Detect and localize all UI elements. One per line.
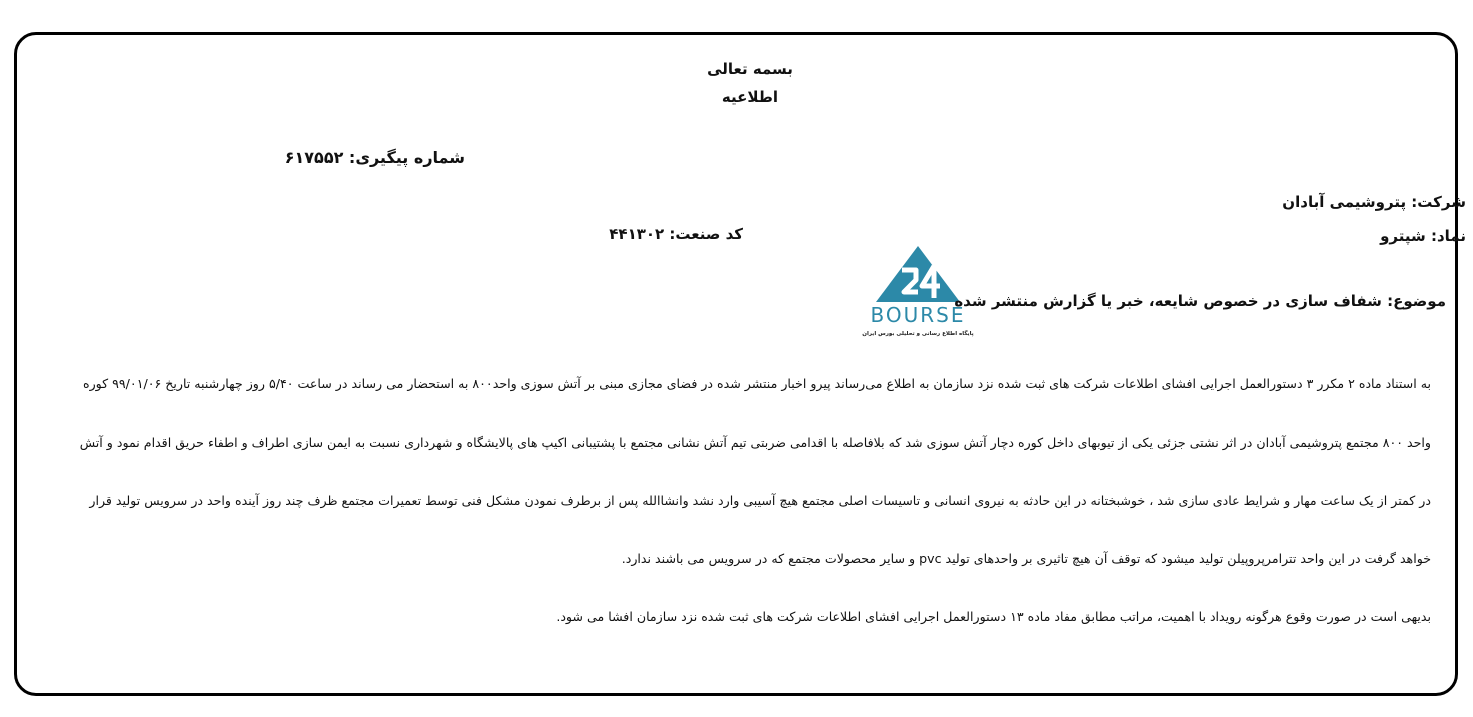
announcement-heading: اطلاعیه bbox=[721, 88, 779, 106]
body-line-3: در کمتر از یک ساعت مهار و شرایط عادی سازی شد ، خوشبختانه در این حادثه به نیروی انسانی و تاسیسات اصلی مجتمع هیچ آسیبی وارد نشد وانشاالله پس از برطرف نمودن مشکل فنی توسط تعمیرات مجتمع ظرف چند روز آینده واحد در سرویس تولید قرار bbox=[89, 493, 1431, 508]
body-line-4: خواهد گرفت در این واحد تترامرپروپیلن تولید میشود که توقف آن هیچ تاثیری بر واحدهای تولید pvc و سایر محصولات مجتمع که در سرویس می باشند ندارد. bbox=[621, 551, 1431, 566]
bourse-logo bbox=[858, 240, 978, 340]
body-line-5: بدیهی است در صورت وقوع هرگونه رویداد با اهمیت، مراتب مطابق مفاد ماده ۱۳ دستورالعمل اجرایی افشای اطلاعات شرکت های ثبت شده نزد سازمان افشا می شود. bbox=[556, 609, 1431, 624]
body-line-1: به استناد ماده ۲ مکرر ۳ دستورالعمل اجرایی افشای اطلاعات شرکت های ثبت شده نزد سازمان به اطلاع می‌رساند پیرو اخبار منتشر شده در فضای مجازی مبنی بر آتش سوزی واحد۸۰۰ به استحضار می رساند در ساعت ۵/۴۰ روز چهارشنبه تاریخ ۹۹/۰۱/۰۶ کوره bbox=[82, 376, 1431, 391]
subject: موضوع: شفاف سازی در خصوص شایعه، خبر یا گزارش منتشر شده bbox=[954, 292, 1446, 310]
symbol: نماد: شپترو bbox=[1380, 227, 1466, 245]
document-frame bbox=[14, 32, 1458, 696]
invocation-heading: بسمه تعالی bbox=[707, 60, 793, 78]
industry-code: کد صنعت: ۴۴۱۳۰۲ bbox=[609, 225, 743, 243]
tracking-number: شماره پیگیری: ۶۱۷۵۵۲ bbox=[284, 148, 465, 167]
company-name: شرکت: پتروشیمی آبادان bbox=[1282, 193, 1466, 211]
logo-brand-text: BOURSE bbox=[870, 303, 966, 327]
logo-caption-text: پایگاه اطلاع رسانی و تحلیلی بورس ایران bbox=[862, 331, 974, 337]
body-line-2: واحد ۸۰۰ مجتمع پتروشیمی آبادان در اثر نشتی جزئی یکی از تیوبهای داخل کوره دچار آتش سوزی شد که بلافاصله با اقدامی ضربتی تیم آتش نشانی مجتمع با پشتیبانی اکیپ های پالایشگاه و شهرداری نسبت به ایمن سازی اطراف و اطفاء حریق اقدام نمود و آتش bbox=[79, 435, 1431, 450]
